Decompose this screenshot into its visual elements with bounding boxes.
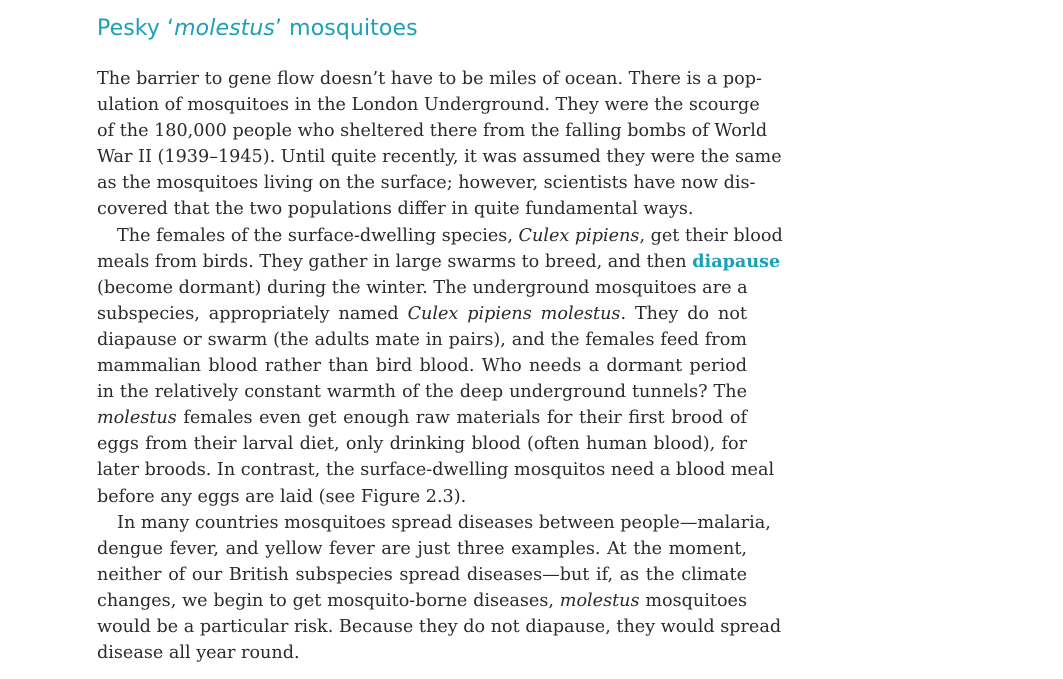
p3-l4-text-c: mosquitoes	[639, 590, 747, 611]
section-heading	[97, 16, 418, 41]
p1-line-3: of the 180,000 people who sheltered there from the falling bombs of World	[97, 121, 768, 142]
p1-line-2: ulation of mosquitoes in the London Underground. They were the scourge	[97, 95, 760, 116]
p1-line-5: as the mosquitoes living on the surface; however, scientists have now dis-	[97, 173, 756, 194]
species-name-culex-pipiens-molestus: Culex pipiens molestus	[407, 303, 621, 324]
p2-line-5: diapause or swarm (the adults mate in pairs), and the females feed from	[97, 329, 747, 350]
heading-italic-term: molestus	[174, 16, 275, 41]
p3-line-3: neither of our British subspecies spread diseases—but if, as the climate	[97, 564, 747, 585]
p3-line-5: would be a particular risk. Because they do not diapause, they would spread	[97, 616, 782, 637]
p1-line-4: War II (1939–1945). Until quite recently, it was assumed they were the same	[97, 147, 782, 168]
p2-l8-text-b: females even get enough raw materials for their first brood of	[176, 408, 747, 429]
p2-line-1	[97, 223, 783, 249]
body-text	[97, 66, 783, 666]
p2-line-7: in the relatively constant warmth of the deep underground tunnels? The	[97, 382, 747, 403]
p3-l4-text-a: changes, we begin to get mosquito-borne diseases,	[97, 590, 554, 611]
p2-line-10: later broods. In contrast, the surface-dwelling mosquitos need a blood meal	[97, 460, 775, 481]
heading-prefix: Pesky ‘	[97, 16, 175, 41]
p3-line-4	[97, 588, 747, 614]
p3-line-1: In many countries mosquitoes spread diseases between people—malaria,	[117, 512, 771, 533]
p2-line-8	[97, 405, 747, 431]
p2-line-3: (become dormant) during the winter. The underground mosquitoes are a	[97, 277, 748, 298]
species-name-culex-pipiens: Culex pipiens	[518, 225, 640, 246]
p2-line-9: eggs from their larval diet, only drinking blood (often human blood), for	[97, 434, 747, 455]
p2-l1-text-a: The females of the surface-dwelling species,	[117, 225, 519, 246]
p2-line-2	[97, 249, 781, 275]
p2-line-11: before any eggs are laid (see Figure 2.3).	[97, 486, 467, 507]
p1-line-1: The barrier to gene flow doesn’t have to be miles of ocean. There is a pop-	[97, 69, 762, 89]
p1-line-6: covered that the two populations differ in quite fundamental ways.	[97, 199, 694, 220]
p2-l1-text-c: , get their blood	[639, 225, 783, 246]
p2-line-4	[97, 301, 747, 327]
p2-line-6: mammalian blood rather than bird blood. Who needs a dormant period	[97, 356, 747, 377]
p2-l2-text-a: meals from birds. They gather in large swarms to breed, and then	[97, 251, 693, 272]
p2-l4-text-a: subspecies, appropriately named	[97, 303, 408, 324]
p3-line-6: disease all year round.	[97, 643, 300, 664]
p3-l4-molestus: molestus	[559, 590, 640, 611]
glossary-term-diapause[interactable]: diapause	[692, 250, 781, 272]
heading-suffix: ’ mosquitoes	[275, 16, 418, 41]
p2-l4-text-c: . They do not	[620, 303, 748, 324]
p3-line-2: dengue fever, and yellow fever are just three examples. At the moment,	[97, 538, 747, 559]
p2-l8-molestus: molestus	[97, 408, 177, 429]
